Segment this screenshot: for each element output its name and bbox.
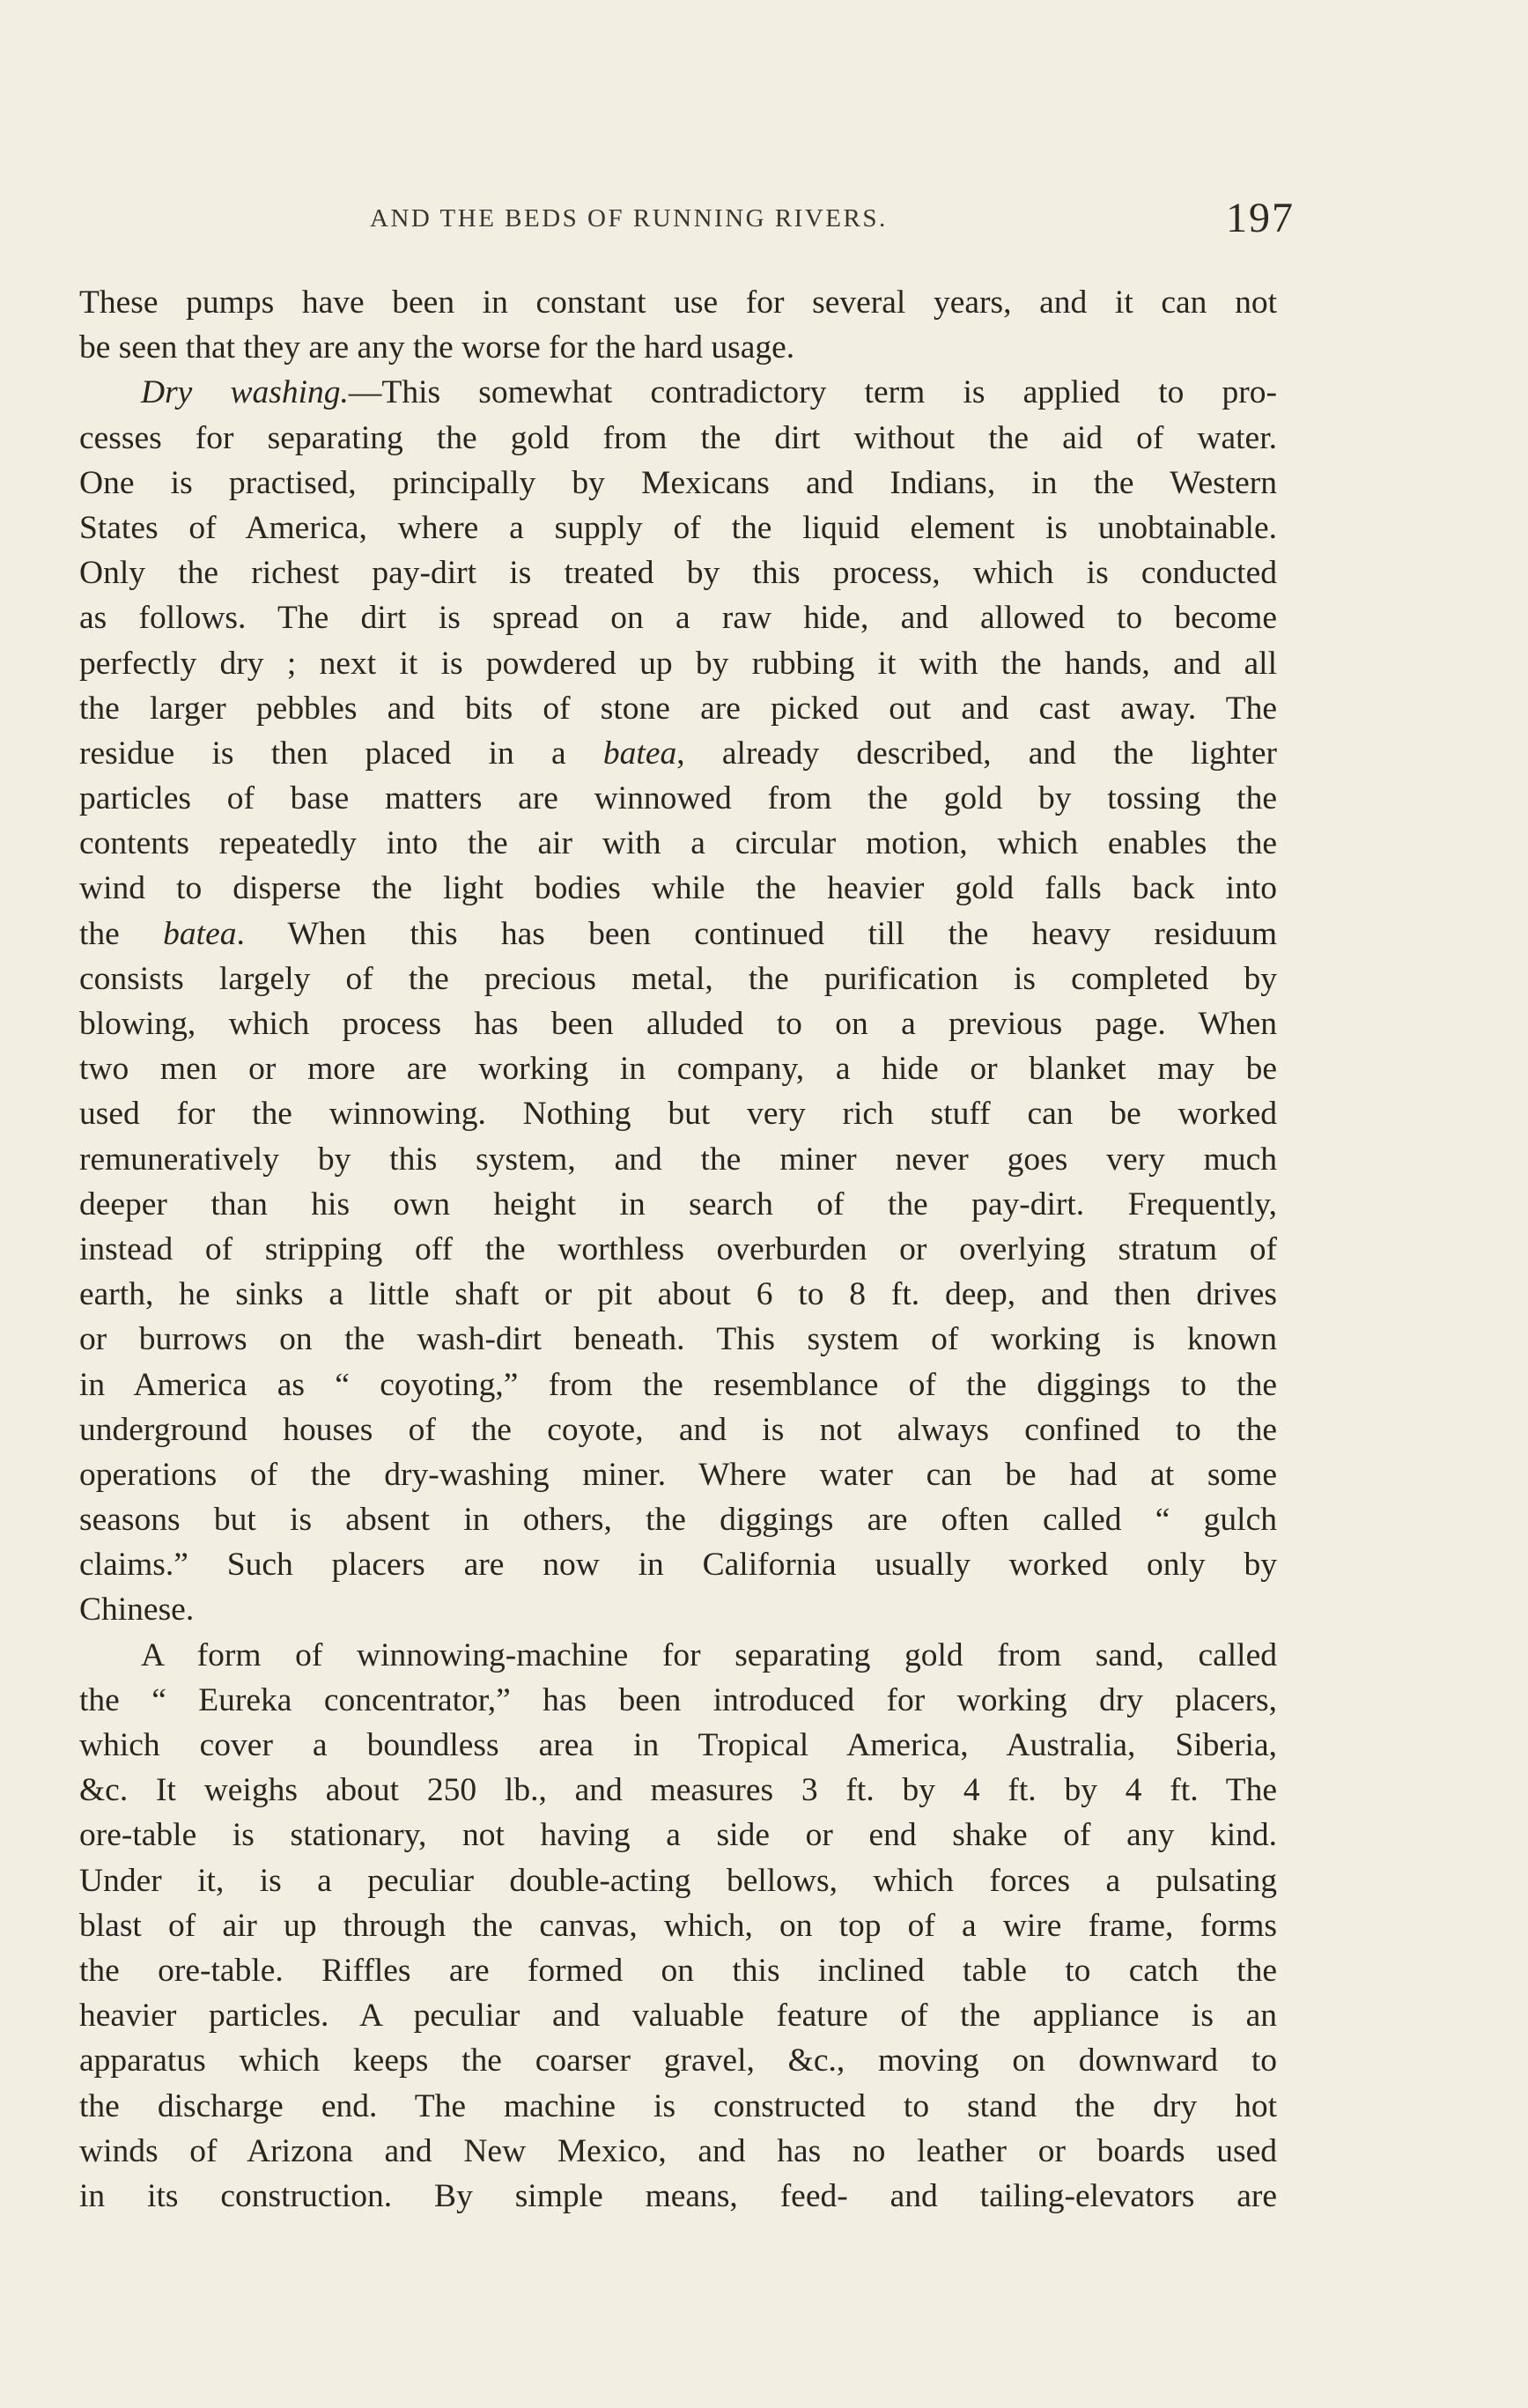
text-line: used for the winnowing. Nothing but very rich stuff can be worked xyxy=(79,1096,1277,1133)
page-number: 197 xyxy=(1226,195,1295,241)
text-line: &c. It weighs about 250 lb., and measures 3 ft. by 4 ft. by 4 ft. The xyxy=(79,1772,1277,1809)
text-line: wind to disperse the light bodies while the heavier gold falls back into xyxy=(79,870,1277,907)
text-line: A form of winnowing-machine for separating gold from sand, called xyxy=(141,1636,1277,1673)
text-line: cesses for separating the gold from the dirt without the aid of water. xyxy=(79,419,1277,456)
text-line: heavier particles. A peculiar and valuable feature of the appliance is an xyxy=(79,1998,1277,2035)
text-line: claims.” Such placers are now in California usually worked only by xyxy=(79,1547,1277,1584)
text-line xyxy=(79,370,1277,415)
text-line: underground houses of the coyote, and is not always confined to the xyxy=(79,1411,1277,1448)
text-line: in America as “ coyoting,” from the resemblance of the diggings to the xyxy=(79,1366,1277,1403)
text-line: consists largely of the precious metal, the purification is completed by xyxy=(79,960,1277,997)
text-line: be seen that they are any the worse for the hard usage. xyxy=(79,329,795,366)
text-line xyxy=(79,912,1277,957)
text-fragment: —This somewhat contradictory term is applied to pro- xyxy=(348,374,1277,411)
text-line: operations of the dry-washing miner. Where water can be had at some xyxy=(79,1456,1277,1493)
text-line: the ore-table. Riffles are formed on this inclined table to catch the xyxy=(79,1952,1277,1989)
text-line: winds of Arizona and New Mexico, and has no leather or boards used xyxy=(79,2132,1277,2169)
text-line: Chinese. xyxy=(79,1592,195,1629)
text-line: One is practised, principally by Mexicans and Indians, in the Western xyxy=(79,464,1277,501)
text-line: two men or more are working in company, a hide or blanket may be xyxy=(79,1051,1277,1088)
text-line: contents repeatedly into the air with a circular motion, which enables the xyxy=(79,825,1277,862)
text-line: the larger pebbles and bits of stone are picked out and cast away. The xyxy=(79,690,1277,727)
text-line: in its construction. By simple means, feed- and tailing-elevators are xyxy=(79,2177,1277,2214)
text-line: or burrows on the wash-dirt beneath. This system of working is known xyxy=(79,1321,1277,1358)
text-fragment: residue is then placed in a xyxy=(79,735,566,772)
italic-term: batea xyxy=(163,915,237,952)
text-line: blast of air up through the canvas, which, on top of a wire frame, forms xyxy=(79,1907,1277,1944)
text-line: deeper than his own height in search of the pay-dirt. Frequently, xyxy=(79,1186,1277,1222)
text-line xyxy=(79,731,1277,776)
text-fragment: . When this has been continued till the heavy residuum xyxy=(236,915,1277,952)
text-line: These pumps have been in constant use for several years, and it can not xyxy=(79,284,1277,321)
text-line: blowing, which process has been alluded to on a previous page. When xyxy=(79,1006,1277,1042)
running-title: AND THE BEDS OF RUNNING RIVERS. xyxy=(370,204,888,233)
text-line: the discharge end. The machine is constructed to stand the dry hot xyxy=(79,2087,1277,2124)
text-line: particles of base matters are winnowed from the gold by tossing the xyxy=(79,780,1277,817)
italic-term: Dry washing. xyxy=(141,374,349,411)
text-fragment: the xyxy=(79,915,120,952)
text-fragment: , already described, and the lighter xyxy=(676,735,1277,772)
text-line: seasons but is absent in others, the diggings are often called “ gulch xyxy=(79,1502,1277,1539)
text-line: Only the richest pay-dirt is treated by this process, which is conducted xyxy=(79,555,1277,592)
text-line: earth, he sinks a little shaft or pit about 6 to 8 ft. deep, and then drives xyxy=(79,1276,1277,1313)
text-line: the “ Eureka concentrator,” has been introduced for working dry placers, xyxy=(79,1681,1277,1718)
text-line: perfectly dry ; next it is powdered up by rubbing it with the hands, and all xyxy=(79,645,1277,682)
text-line: instead of stripping off the worthless overburden or overlying stratum of xyxy=(79,1230,1277,1267)
text-line: apparatus which keeps the coarser gravel, &c., moving on downward to xyxy=(79,2042,1277,2079)
text-line: States of America, where a supply of the liquid element is unobtainable. xyxy=(79,509,1277,546)
text-line: as follows. The dirt is spread on a raw hide, and allowed to become xyxy=(79,600,1277,637)
running-header xyxy=(79,195,1295,254)
italic-term: batea xyxy=(602,735,677,772)
body-text xyxy=(79,280,1277,2219)
text-line: which cover a boundless area in Tropical America, Australia, Siberia, xyxy=(79,1727,1277,1763)
text-line: Under it, is a peculiar double-acting bellows, which forces a pulsating xyxy=(79,1862,1277,1899)
text-line: ore-table is stationary, not having a side or end shake of any kind. xyxy=(79,1817,1277,1854)
text-line: remuneratively by this system, and the miner never goes very much xyxy=(79,1141,1277,1178)
